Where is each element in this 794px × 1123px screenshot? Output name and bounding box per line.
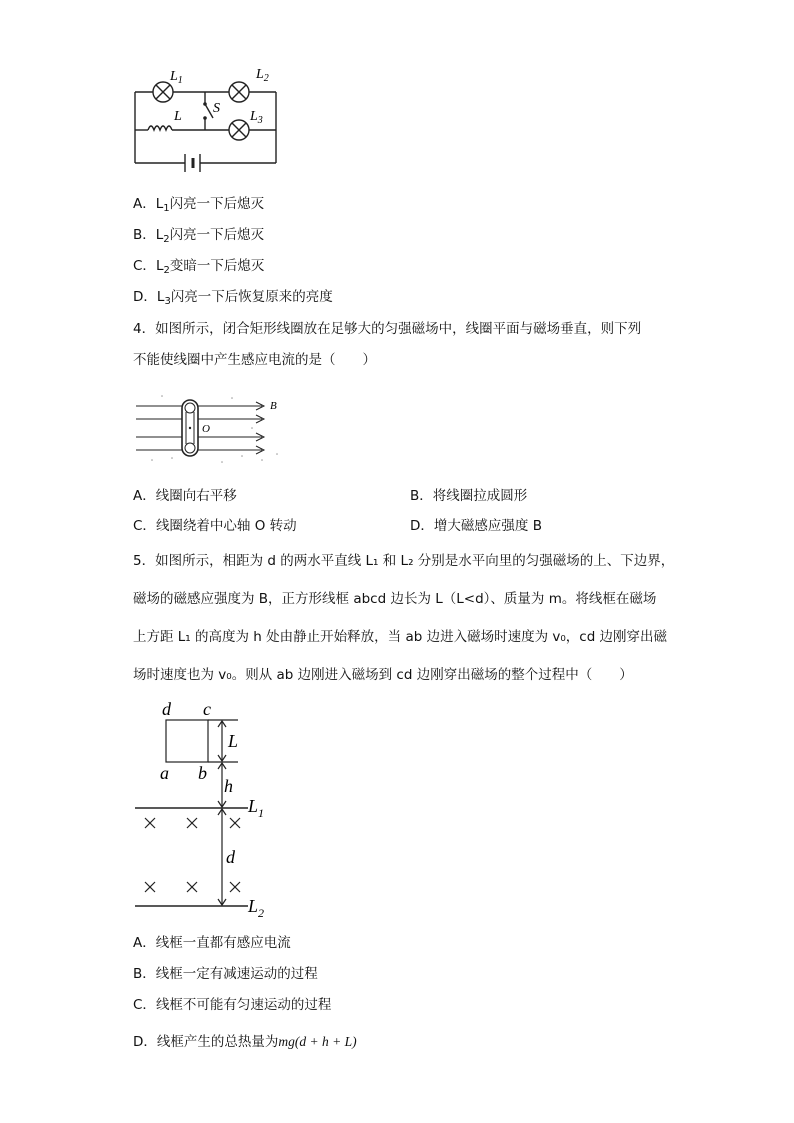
label-side-l: L <box>228 731 239 751</box>
label-c-corner: c <box>203 699 211 719</box>
q3-option-b: B．$L_2$闪亮一下后熄灭 <box>133 227 265 245</box>
label-boundary-l1: $L_1$ <box>248 796 265 820</box>
q5-option-d: D．线框产生的总热量为mg(d + h + L) <box>133 1034 357 1050</box>
q3-option-d: D．$L_3$闪亮一下后恢复原来的亮度 <box>133 289 333 307</box>
label-b-corner: b <box>198 763 207 783</box>
circuit-diagram <box>125 62 295 177</box>
label-switch: S <box>213 101 220 116</box>
label-l2: $L_2$ <box>256 67 269 84</box>
frame-field-diagram <box>130 692 290 922</box>
label-l1: $L_1$ <box>170 69 183 86</box>
label-height-h: h <box>224 776 233 796</box>
label-boundary-l2: $L_2$ <box>248 896 265 920</box>
label-axis-o: O <box>202 423 210 435</box>
q5-stem-line-1: 5．如图所示，相距为 d 的两水平直线 L₁ 和 L₂ 分别是水平向里的匀强磁场的上、下边界， <box>133 553 675 569</box>
label-l3: $L_3$ <box>250 109 263 126</box>
label-inductor: L <box>174 109 182 124</box>
q5-stem-line-3: 上方距 L₁ 的高度为 h 处由静止开始释放，当 ab 边进入磁场时速度为 v₀，cd 边刚穿出磁 <box>133 629 668 645</box>
q4-stem-line-2: 不能使线圈中产生感应电流的是（ ） <box>133 352 376 368</box>
heat-formula: mg(d + h + L) <box>278 1034 357 1049</box>
square-frame-icon <box>166 720 208 762</box>
q4-option-b: B．将线圈拉成圆形 <box>410 488 528 504</box>
q3-option-c: C．$L_2$变暗一下后熄灭 <box>133 258 265 276</box>
label-gap-d: d <box>226 847 235 867</box>
q5-option-b: B．线框一定有减速运动的过程 <box>133 966 318 982</box>
q3-option-a: A．$L_1$闪亮一下后熄灭 <box>133 196 265 214</box>
q4-stem-line-1: 4．如图所示，闭合矩形线圈放在足够大的匀强磁场中，线圈平面与磁场垂直，则下列 <box>133 321 642 337</box>
q5-stem-line-2: 磁场的磁感应强度为 B，正方形线框 abcd 边长为 L（L<d）、质量为 m。将线框在磁场 <box>133 591 657 607</box>
q5-stem-line-4: 场时速度也为 v₀。则从 ab 边刚进入磁场到 cd 边刚穿出磁场的整个过程中（ ） <box>133 667 633 683</box>
q5-option-c: C．线框不可能有匀速运动的过程 <box>133 997 332 1013</box>
label-a-corner: a <box>160 763 169 783</box>
label-d-corner: d <box>162 699 171 719</box>
label-field-b: B <box>270 400 277 412</box>
q4-option-a: A．线圈向右平移 <box>133 488 237 504</box>
magnetic-field-coil-diagram <box>132 390 292 470</box>
q4-option-d: D．增大磁感应强度 B <box>410 518 542 534</box>
q5-option-a: A．线框一直都有感应电流 <box>133 935 291 951</box>
q4-option-c: C．线圈绕着中心轴 O 转动 <box>133 518 297 534</box>
